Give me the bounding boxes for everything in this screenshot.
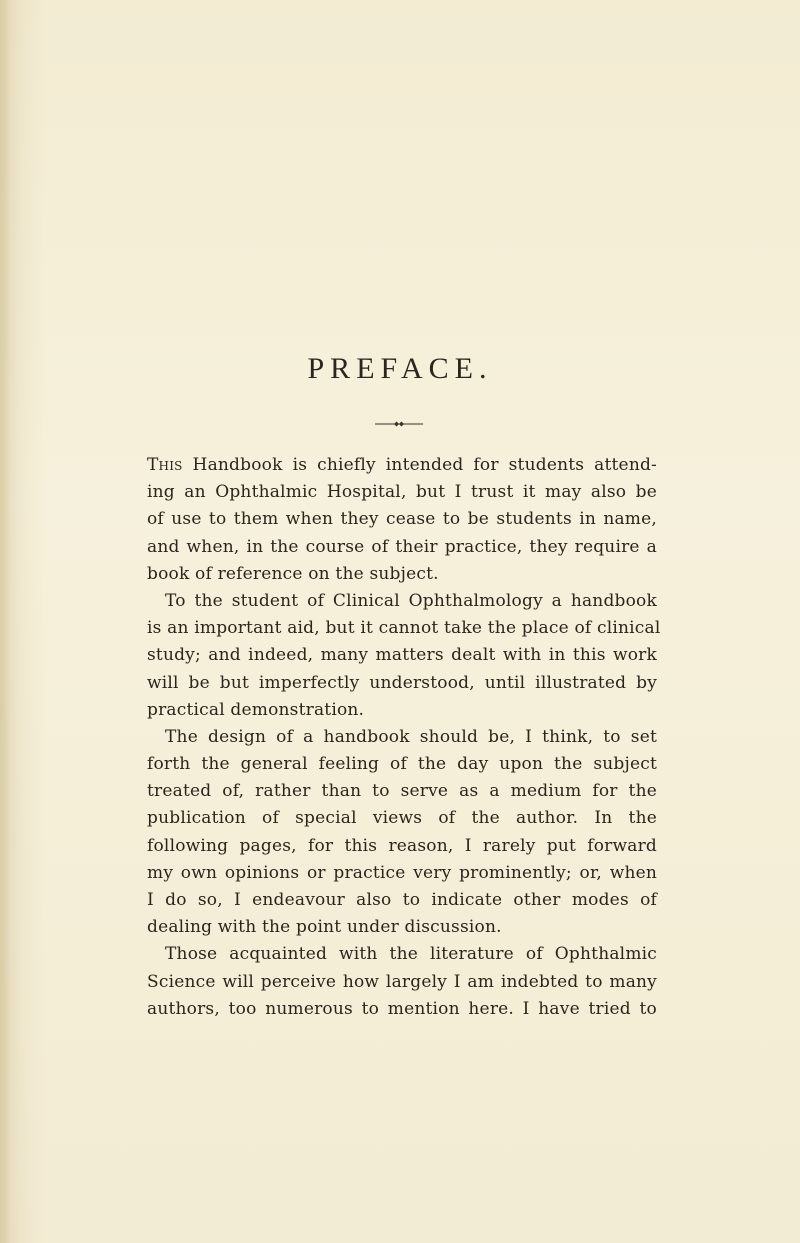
text-line: The design of a handbook should be, I think, to set [165, 726, 657, 747]
text-line: book of reference on the subject. [147, 563, 439, 584]
text-line: is an important aid, but it cannot take the place of clinical [147, 618, 661, 639]
text-line: study; and indeed, many matters dealt with in this work [147, 645, 657, 666]
text-line: of use to them when they cease to be students in name, [147, 509, 657, 530]
text-line: ing an Ophthalmic Hospital, but I trust it may also be [147, 482, 657, 503]
text-line: practical demonstration. [147, 699, 365, 720]
text-line: following pages, for this reason, I rarely put forward [147, 835, 657, 856]
text-line: dealing with the point under discussion. [147, 917, 502, 938]
preface-body [147, 452, 661, 1023]
text-line: authors, too numerous to mention here. I have tried to [147, 998, 657, 1019]
text-line: publication of special views of the author. In the [147, 808, 657, 829]
text-line: Those acquainted with the literature of Ophthalmic [165, 944, 657, 965]
text-line: treated of, rather than to serve as a medium for the [147, 781, 657, 802]
text-line: my own opinions or practice very prominently; or, when [147, 862, 657, 883]
text-line: I do so, I endeavour also to indicate other modes of [147, 890, 657, 910]
text-line: and when, in the course of their practice, they require a [147, 536, 657, 557]
text-line: will be but imperfectly understood, until illustrated by [147, 672, 657, 693]
text-line: This Handbook is chiefly intended for students attend- [147, 455, 657, 475]
text-line: forth the general feeling of the day upon the subject [147, 754, 657, 775]
ornament-divider-icon [375, 420, 423, 428]
text-line: Science will perceive how largely I am indebted to many [147, 971, 657, 992]
opening-word: This [147, 455, 183, 475]
page-binding-shadow [0, 0, 10, 1243]
text-line: To the student of Clinical Ophthalmology a handbook [165, 590, 657, 611]
page-title: PREFACE. [307, 352, 493, 385]
